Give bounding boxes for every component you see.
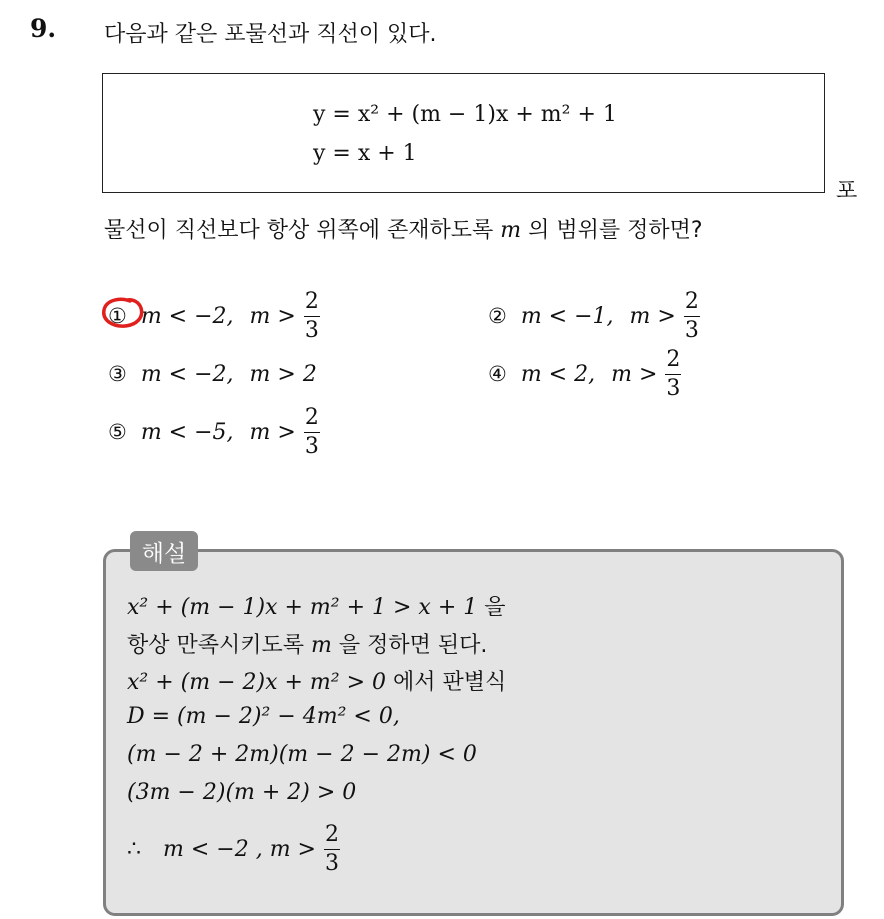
choice-2-frac-num: 2 [684,291,700,317]
choice-4-cond2: m > [611,361,658,387]
choice-2-cond2: m > [629,303,676,329]
solution-line-2-prefix: 항상 만족시키도록 [127,633,305,658]
solution-line-1 [127,590,506,621]
solution-frac-num: 2 [324,824,340,850]
question-text-continued [104,213,703,244]
choice-5-number: ⑤ [108,420,127,444]
solution-tag: 해설 [130,531,198,571]
choice-1-cond1: m < −2, [140,303,234,329]
parabola-equation: y = x² + (m − 1)x + m² + 1 [313,102,617,127]
line-equation: y = x + 1 [313,141,417,166]
choice-1-frac-den: 3 [304,317,319,343]
solution-frac-den: 3 [324,850,339,876]
solution-line-7-cond: m < −2 , m > [163,836,316,862]
solution-line-2-suffix: 을 정하면 된다. [338,633,488,658]
answer-circle-mark [100,296,146,330]
choice-5-frac-den: 3 [304,433,319,459]
question-text2-suffix: 의 범위를 정하면? [528,218,703,243]
solution-line-2-var: m [311,633,332,658]
choice-4-number: ④ [488,362,507,386]
choice-5[interactable] [108,397,320,467]
choice-1-cond2: m > [249,303,296,329]
solution-line-1-math: x² + (m − 1)x + m² + 1 > x + 1 [127,595,478,620]
question-number: 9. [30,14,57,43]
choice-2-number: ② [488,304,507,328]
question-variable: m [500,218,522,243]
question-text: 다음과 같은 포물선과 직선이 있다. [104,22,437,47]
solution-line-3 [127,665,506,696]
choice-4[interactable] [488,339,681,409]
choice-4-cond1: m < 2, [520,361,596,387]
choice-5-frac-num: 2 [304,407,320,433]
solution-line-3-math: x² + (m − 2)x + m² > 0 [127,670,387,695]
choice-2-fraction [684,288,700,343]
question-text2-prefix: 물선이 직선보다 항상 위쪽에 존재하도록 [104,218,494,243]
choice-5-cond2: m > [249,419,296,445]
solution-line-6: (3m − 2)(m + 2) > 0 [127,780,357,805]
choice-5-fraction [304,404,320,459]
solution-line-7 [127,818,340,880]
question-text-tail: 포 [836,179,858,204]
choice-2-frac-den: 3 [684,317,699,343]
solution-line-1-text: 을 [484,595,506,620]
solution-line-2 [127,628,487,659]
choice-3-cond1: m < −2, [140,361,234,387]
choice-3-number: ③ [108,362,127,386]
choice-2-cond1: m < −1, [520,303,614,329]
choice-4-fraction [665,346,681,401]
equation-box [102,73,825,193]
choice-1-number: ① [108,304,127,328]
choice-4-frac-den: 3 [666,375,681,401]
solution-line-7-fraction [324,821,340,876]
choice-5-cond1: m < −5, [140,419,234,445]
choice-3-cond2: m > 2 [249,361,317,387]
choice-1-frac-num: 2 [304,291,320,317]
solution-line-4: D = (m − 2)² − 4m² < 0, [127,704,400,729]
solution-line-3-text: 에서 판별식 [393,670,507,695]
therefore-symbol: ∴ [127,836,141,862]
solution-line-5: (m − 2 + 2m)(m − 2 − 2m) < 0 [127,742,477,767]
choice-1-fraction [304,288,320,343]
choice-4-frac-num: 2 [665,349,681,375]
